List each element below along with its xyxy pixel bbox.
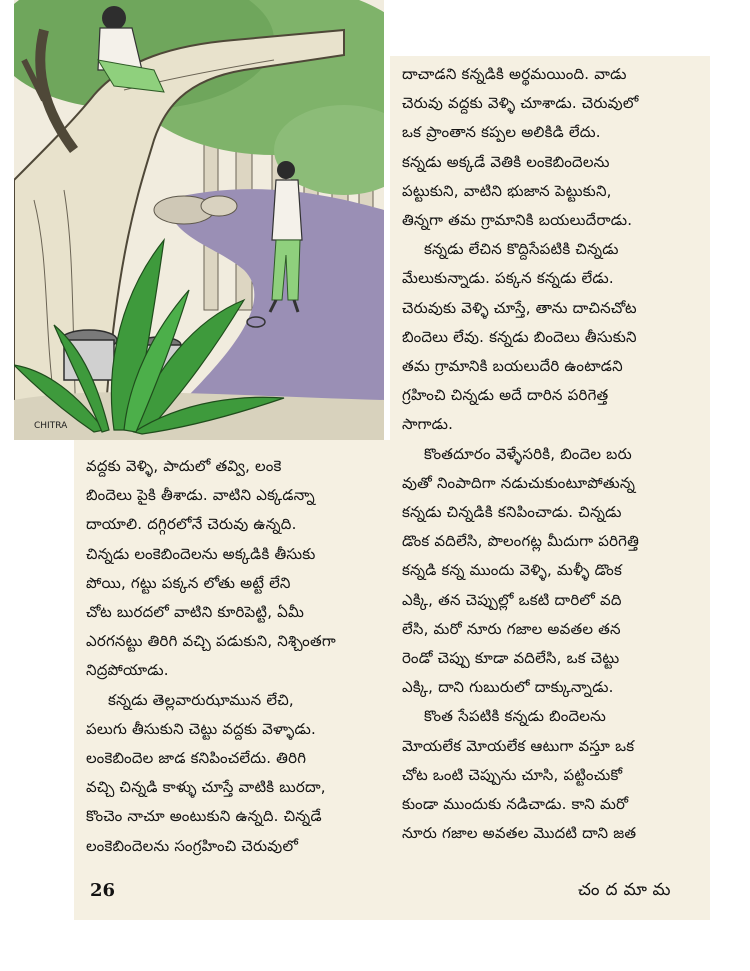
- page-number: 26: [90, 880, 116, 901]
- text-line: బిందెలు పైకి తీశాడు. వాటిని ఎక్కడన్నా: [86, 486, 315, 505]
- left-text-column: [86, 452, 386, 861]
- story-illustration: [14, 0, 384, 440]
- text-line: కన్నడు అక్కడే వెతికి లంకెబిందెలను: [402, 152, 610, 171]
- text-line: ఎక్కి, దాని గుబురులో దాక్కున్నాడు.: [402, 678, 614, 697]
- text-line: లేసి, మరో నూరు గజాల అవతల తన: [402, 619, 621, 638]
- text-line: ఎరగనట్టు తిరిగి వచ్చి పడుకుని, నిశ్చింతగా: [86, 632, 336, 651]
- text-line: నూరు గజాల అవతల మొదటి దాని జత: [402, 824, 637, 843]
- text-line: మోయలేక మోయలేక ఆటుగా వస్తూ ఒక: [402, 736, 635, 755]
- text-line: కన్నడు చిన్నడికి కనిపించాడు. చిన్నడు: [402, 503, 622, 522]
- text-line: పలుగు తీసుకుని చెట్టు వద్దకు వెళ్ళాడు.: [86, 719, 317, 738]
- text-line: దాచాడని కన్నడికి అర్థమయింది. వాడు: [402, 65, 627, 83]
- text-line: చోట ఒంటి చెప్పును చూసి, పట్టించుకో: [402, 765, 623, 784]
- illustrator-signature: CHITRA: [34, 421, 68, 431]
- right-text-column: [402, 60, 704, 848]
- text-line: చెరువు వద్దకు వెళ్ళి చూశాడు. చెరువులో: [402, 94, 639, 113]
- text-line: ఒక ప్రాంతాన కప్పల అలికిడి లేదు.: [402, 123, 601, 142]
- text-line: కొంచెం నాచూ అంటుకుని ఉన్నది. చిన్నడే: [86, 807, 322, 826]
- text-line: పోయి, గట్టు పక్కన లోతు అట్టే లేని: [86, 573, 291, 592]
- text-line: రెండో చెప్పు కూడా వదిలేసి, ఒక చెట్టు: [402, 649, 620, 668]
- text-line: పట్టుకుని, వాటిని భుజాన పెట్టుకుని,: [402, 181, 612, 200]
- text-line: కన్నడి కన్న ముందు వెళ్ళి, మళ్ళీ డొంక: [402, 561, 623, 580]
- text-line: డొంక వదిలేసి, పొలంగట్ల మీదుగా పరిగెత్తి: [402, 532, 640, 551]
- text-line: కన్నడు లేచిన కొద్దిసేపటికి చిన్నడు: [424, 240, 619, 259]
- text-line: చెరువుకు వెళ్ళి చూస్తే, తాను దాచినచోట: [402, 298, 637, 317]
- text-line: లంకెబిందెలను సంగ్రహించి చెరువులో: [86, 836, 299, 855]
- text-line: వుతో నింపాదిగా నడుచుకుంటూపోతున్న: [402, 473, 636, 492]
- magazine-name: చందమామ: [578, 880, 677, 900]
- text-line: తమ గ్రామానికి బయలుదేరి ఉంటాడని: [402, 357, 623, 376]
- text-line: ఎక్కి, తన చెప్పుల్లో ఒకటి దారిలో వది: [402, 590, 622, 609]
- text-line: కుండా ముందుకు నడిచాడు. కాని మరో: [402, 795, 629, 814]
- text-line: బిందెలు లేవు. కన్నడు బిందెలు తీసుకుని: [402, 327, 637, 346]
- text-line: మేలుకున్నాడు. పక్కన కన్నడు లేడు.: [402, 269, 614, 288]
- text-line: గ్రహించి చిన్నడు అదే దారిన పరిగెత్త: [402, 386, 609, 405]
- text-line: కొంత సేపటికి కన్నడు బిందెలను: [424, 707, 607, 726]
- text-line: వద్దకు వెళ్ళి, పాదులో తవ్వి, లంకె: [86, 457, 282, 475]
- text-line: వచ్చి చిన్నడి కాళ్ళు చూస్తే వాటికి బురదా,: [86, 778, 326, 797]
- text-line: చిన్నడు లంకెబిందెలను అక్కడికి తీసుకు: [86, 544, 316, 563]
- text-line: లంకెబిందెల జాడ కనిపించలేదు. తిరిగి: [86, 749, 307, 768]
- text-line: సాగాడు.: [402, 415, 454, 434]
- text-line: దాయాలి. దగ్గిరలోనే చెరువు ఉన్నది.: [86, 515, 297, 534]
- text-line: చోట బురదలో వాటిని కూరిపెట్టి, ఏమీ: [86, 603, 305, 622]
- text-line: నిద్రపోయాడు.: [86, 661, 169, 680]
- text-line: కొంతదూరం వెళ్ళేసరికి, బిందెల బరు: [424, 444, 632, 463]
- text-line: తిన్నగా తమ గ్రామానికి బయలుదేరాడు.: [402, 211, 633, 230]
- text-line: కన్నడు తెల్లవారుఝామున లేచి,: [108, 690, 294, 709]
